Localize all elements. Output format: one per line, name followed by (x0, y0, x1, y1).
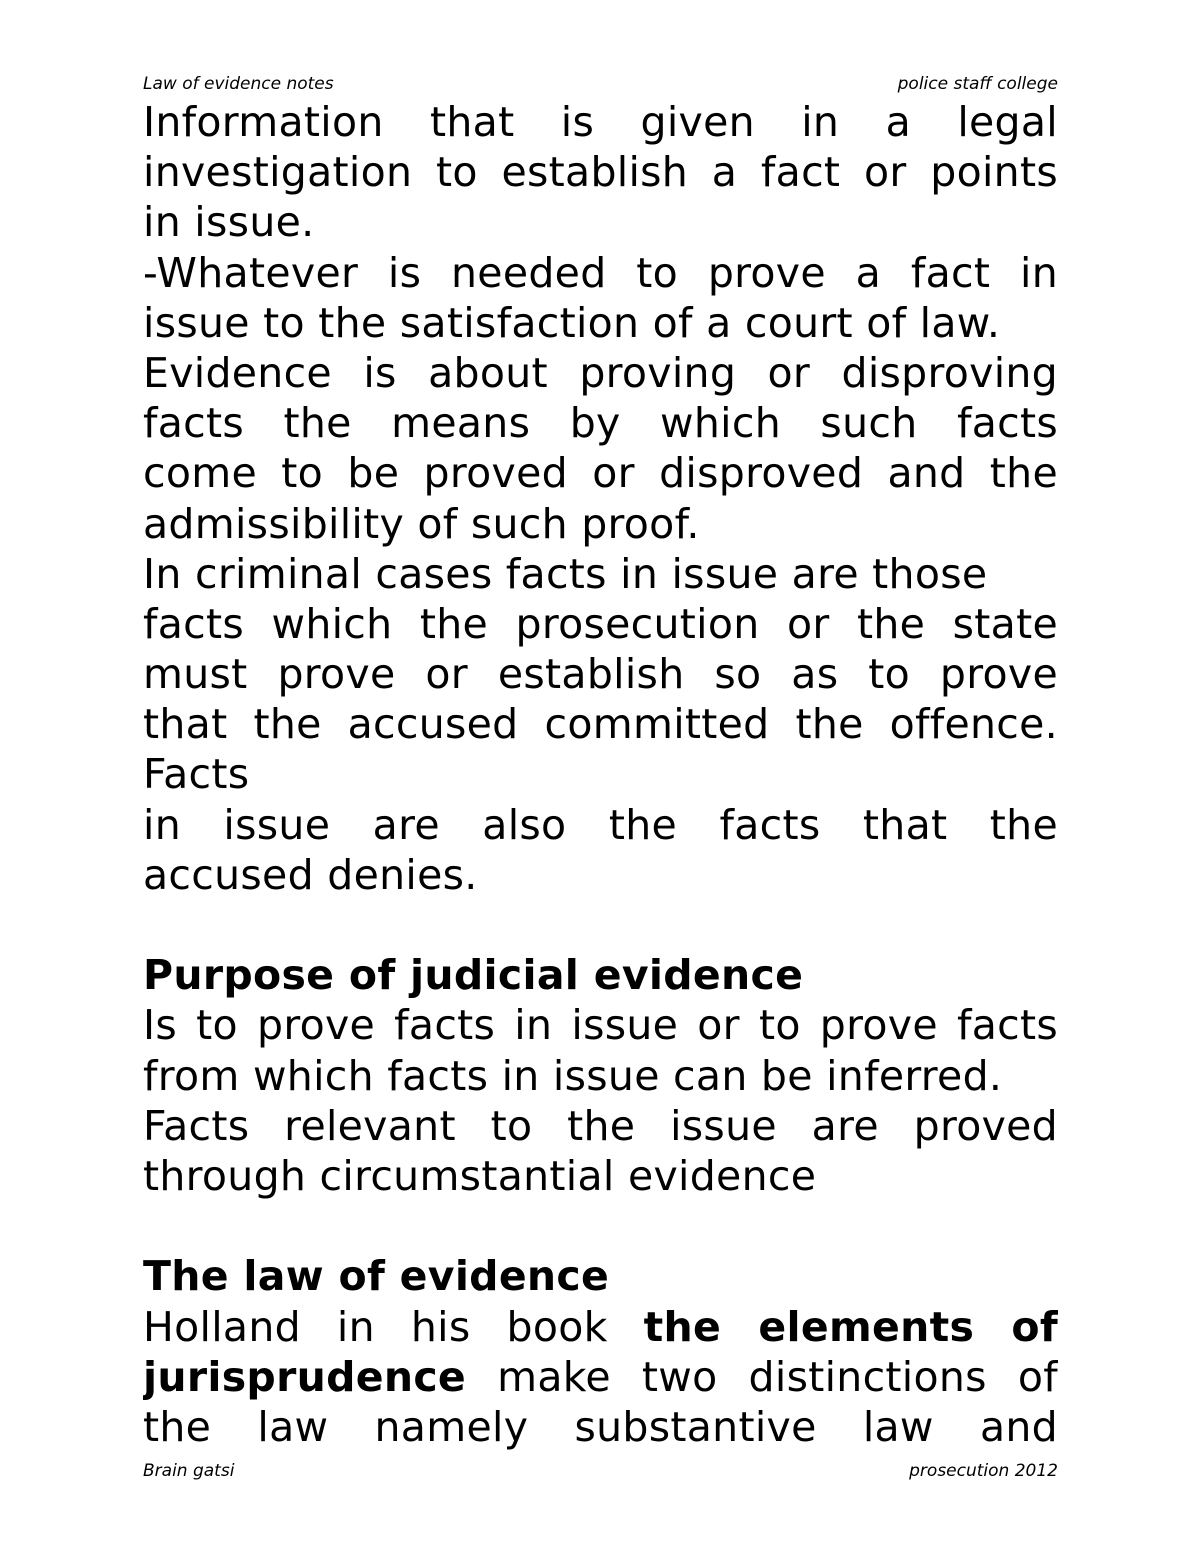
text-line: must prove or establish so as to prove (143, 650, 1058, 699)
text-line: Facts (143, 750, 250, 799)
header-left-text: Law of evidence notes (143, 74, 334, 94)
footer-left-text: Brain gatsi (143, 1461, 235, 1481)
text-line: Evidence is about proving or disproving (143, 348, 1058, 397)
text-line: through circumstantial evidence (143, 1151, 817, 1200)
text-line: in issue are also the facts that the (143, 800, 1058, 849)
page-header (143, 74, 1058, 94)
text-line: Facts relevant to the issue are proved (143, 1101, 1058, 1150)
text-segment: make two distinctions of (497, 1352, 1058, 1401)
document-page (143, 0, 1058, 1553)
text-line: facts which the prosecution or the state (143, 599, 1058, 648)
text-line: in issue. (143, 198, 315, 247)
blank-line (143, 900, 1058, 950)
text-line: facts the means by which such facts (143, 399, 1058, 448)
book-title-part-1: the elements of (643, 1302, 1058, 1351)
text-line: admissibility of such proof. (143, 499, 700, 548)
text-line: issue to the satisfaction of a court of law. (143, 298, 1001, 347)
text-line: the law namely substantive law and (143, 1402, 1058, 1451)
section-heading-law: The law of evidence (143, 1252, 610, 1301)
text-line: Is to prove facts in issue or to prove facts (143, 1001, 1058, 1050)
text-line: -Whatever is needed to prove a fact in (143, 248, 1058, 297)
text-line: investigation to establish a fact or points (143, 148, 1058, 197)
text-line: Information that is given in a legal (143, 98, 1058, 146)
page-footer (143, 1461, 1058, 1481)
text-line: that the accused committed the offence. (143, 700, 1058, 749)
book-title-part-2: jurisprudence (143, 1352, 467, 1401)
header-right-text: police staff college (897, 74, 1058, 94)
text-line: In criminal cases facts in issue are those (143, 549, 988, 598)
text-line: from which facts in issue can be inferred. (143, 1051, 1003, 1100)
text-line (143, 1352, 1058, 1402)
body-text (143, 97, 1058, 1452)
text-line: come to be proved or disproved and the (143, 449, 1058, 498)
text-segment: Holland in his book (143, 1302, 608, 1351)
text-line (143, 1302, 1058, 1352)
blank-line (143, 1201, 1058, 1251)
footer-right-text: prosecution 2012 (909, 1461, 1058, 1481)
text-line: accused denies. (143, 850, 478, 899)
section-heading-purpose: Purpose of judicial evidence (143, 951, 804, 1000)
